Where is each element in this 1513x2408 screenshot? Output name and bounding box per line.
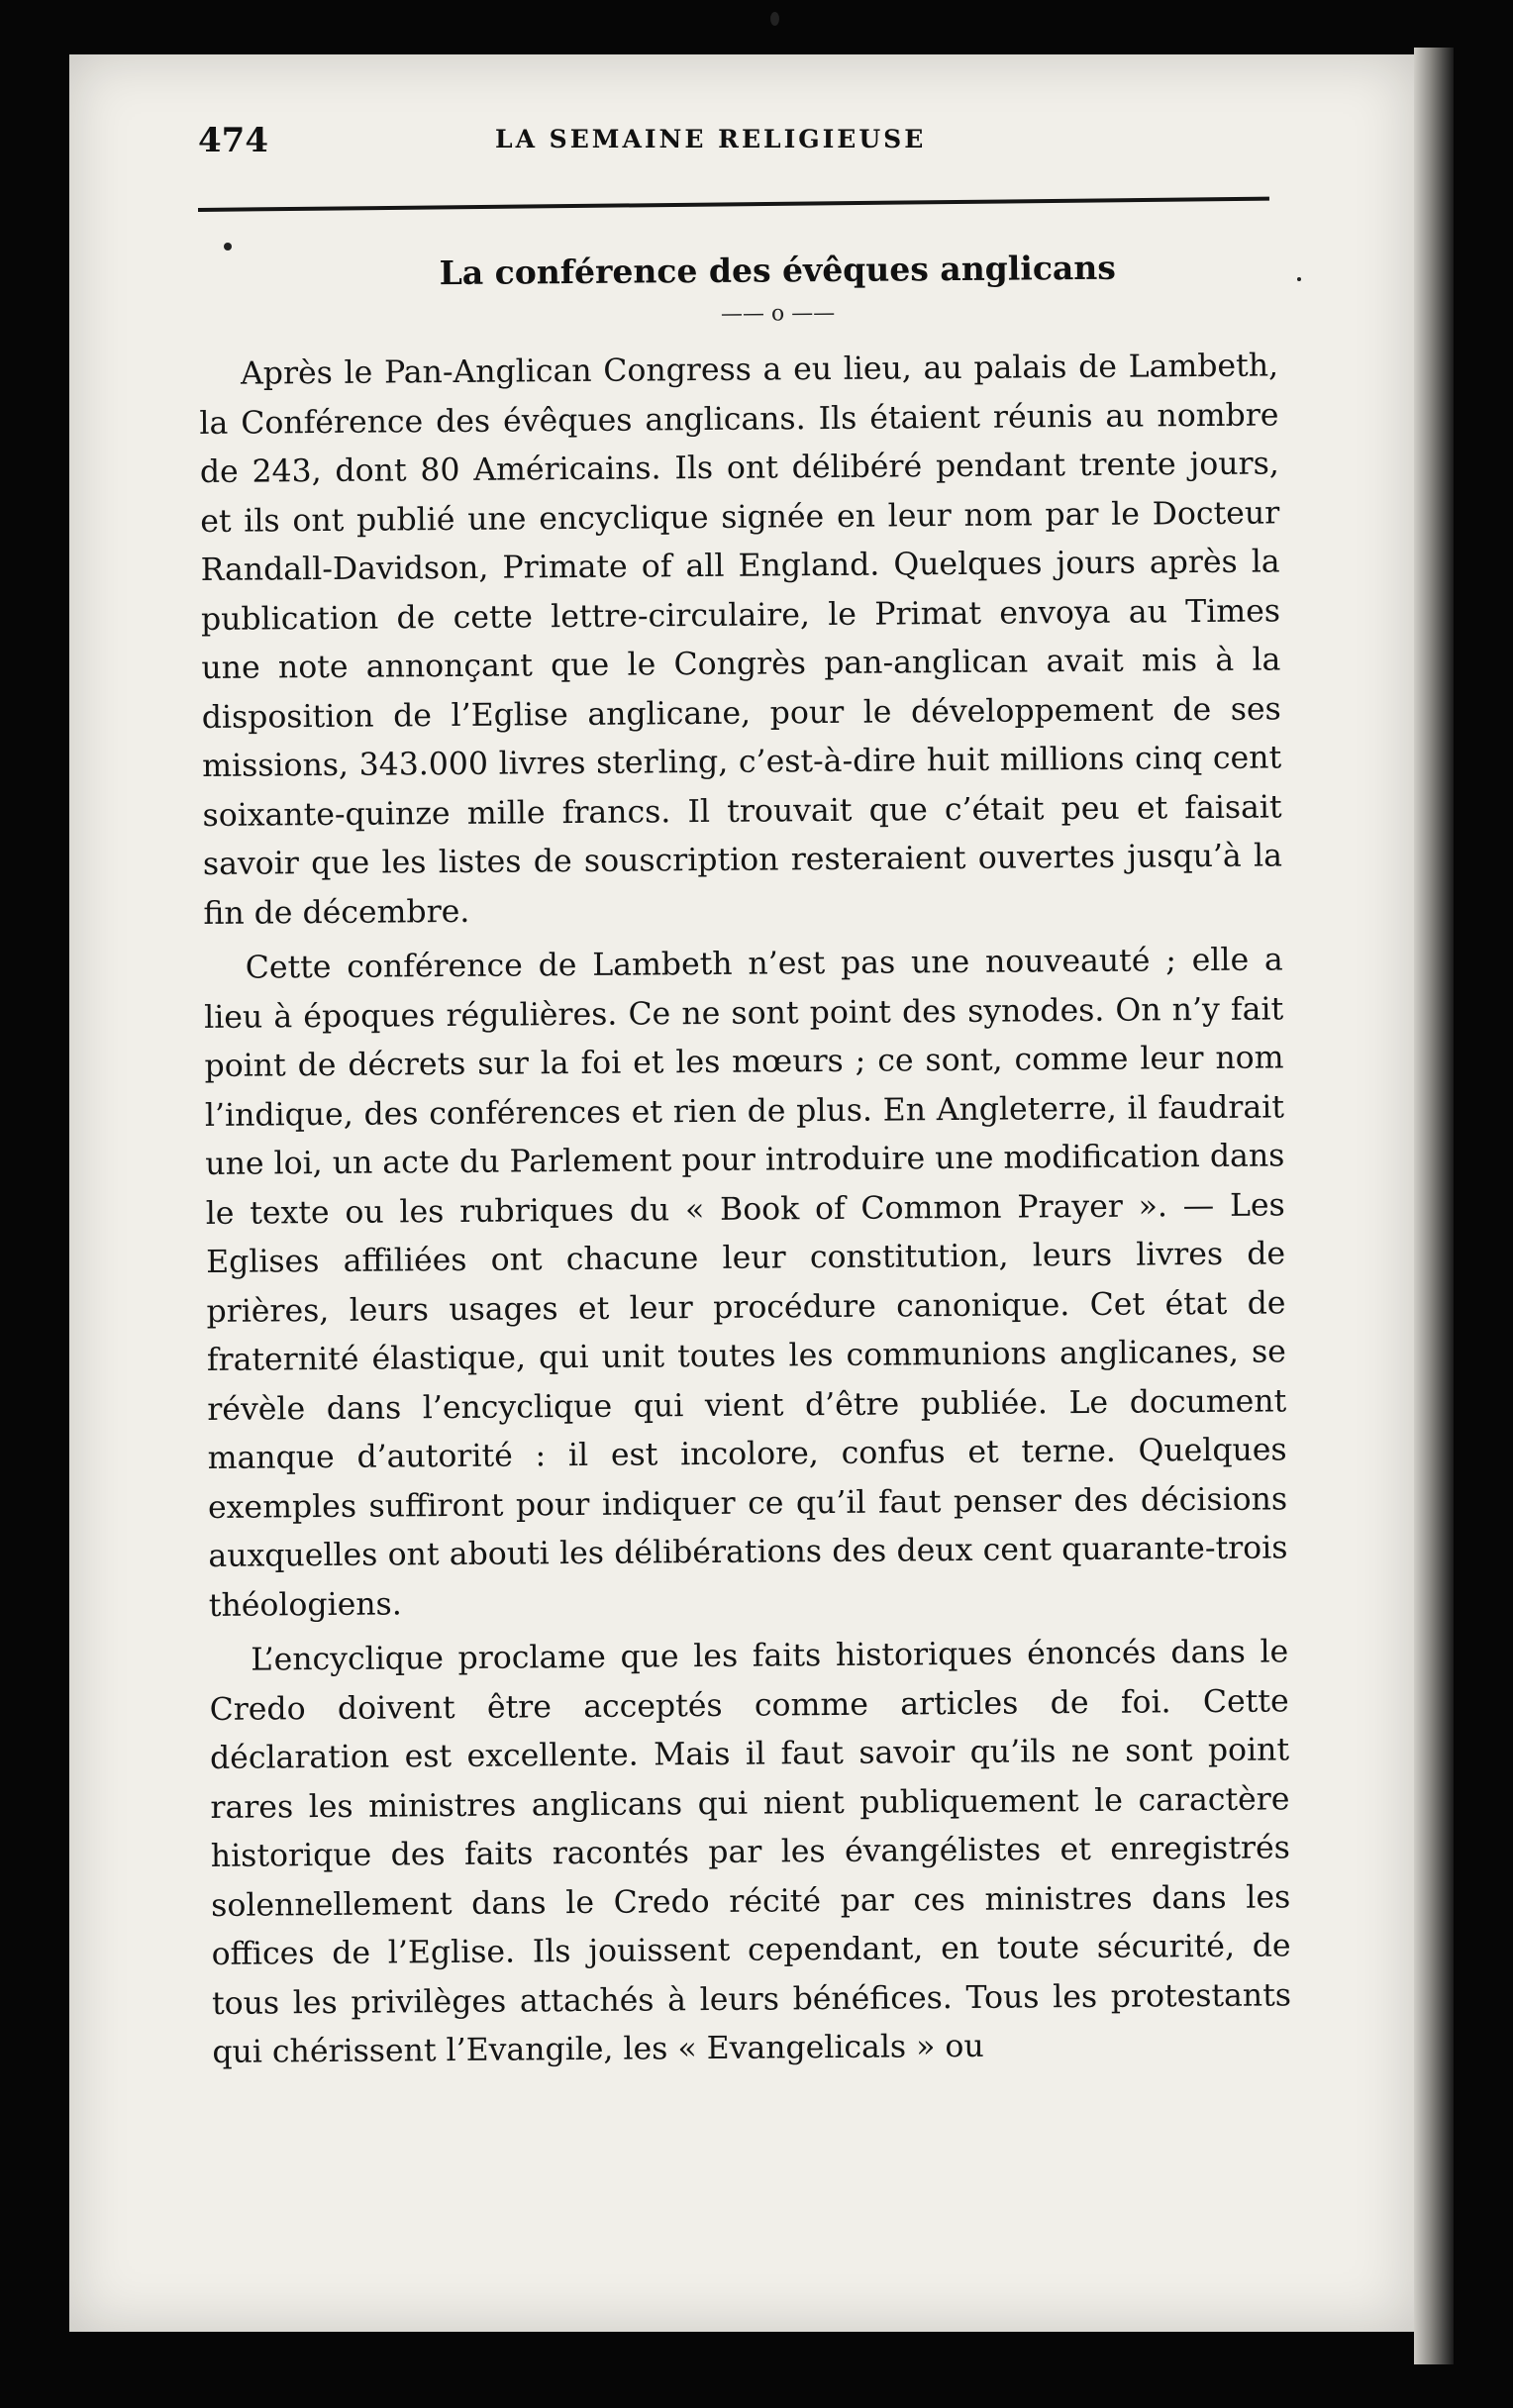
page-number: 474 (198, 121, 268, 160)
page-edge-shadow (1414, 48, 1454, 2364)
scan-speck (770, 12, 779, 26)
paragraph-3: L’encyclique proclame que les faits historiques énoncés dans le Credo doivent être acceptés comme articles de foi. Cette déclaration est excellente. Mais il faut savoir qu’ils ne sont point rares les ministres anglicans qui nient publiquement le caractère historique des faits racontés par les évangélistes et enregistrés solennellement dans le Credo récité par ces ministres dans les offices de l’Eglise. Ils jouissent cependant, en toute sécurité, de tous les privilèges attachés à leurs bénéfices. Tous les protestants qui chérissent l’Evangile, les « Evangelicals » ou (209, 1634, 1292, 2070)
page-header (198, 109, 1267, 168)
scan-speck (224, 243, 232, 251)
running-title: LA SEMAINE RELIGIEUSE (495, 125, 927, 153)
article (198, 229, 1292, 2077)
paragraph-1: Après le Pan-Anglican Congress a eu lieu, au palais de Lambeth, la Conférence des évêques anglicans. Ils étaient réunis au nombre de 243, dont 80 Américains. Ils ont délibéré pendant trente jours, et ils ont publié une encyclique signée en leur nom par le Docteur Randall-Davidson, Primate of all England. Quelques jours après la publication de cette lettre-circulaire, le Primat envoya au Times une note annonçant que le Congrès pan-anglican avait mis à la disposition de l’Eglise anglicane, pour le développement de ses missions, 343.000 livres sterling, c’est-à-dire huit millions cinq cent soixante-quinze mille francs. Il trouvait que c’était peu et faisait savoir que les listes de souscription resteraient ouvertes jusqu’à la fin de décembre. (199, 348, 1283, 932)
title-separator: —— o —— (720, 300, 836, 327)
paragraph-2: Cette conférence de Lambeth n’est pas une nouveauté ; elle a lieu à époques régulières. Ce ne sont point des synodes. On n’y fait point de décrets sur la foi et les mœurs ; ce sont, comme leur nom l’indique, des conférences et rien de plus. En Angleterre, il faudrait une loi, un acte du Parlement pour introduire une modification dans le texte ou les rubriques du « Book of Common Prayer ». — Les Eglises affiliées ont chacune leur constitution, leurs livres de prières, leurs usages et leur procédure canonique. Cet état de fraternité élastique, qui unit toutes les communions anglicanes, se révèle dans l’encyclique qui vient d’être publiée. Le document manque d’autorité : il est incolore, confus et terne. Quelques exemples suffiront pour indiquer ce qu’il faut penser des décisions auxquelles ont abouti les délibérations des deux cent quarante-trois théologiens. (204, 942, 1288, 1624)
scan-speck (1297, 277, 1301, 281)
article-title: La conférence des évêques anglicans (439, 248, 1117, 293)
